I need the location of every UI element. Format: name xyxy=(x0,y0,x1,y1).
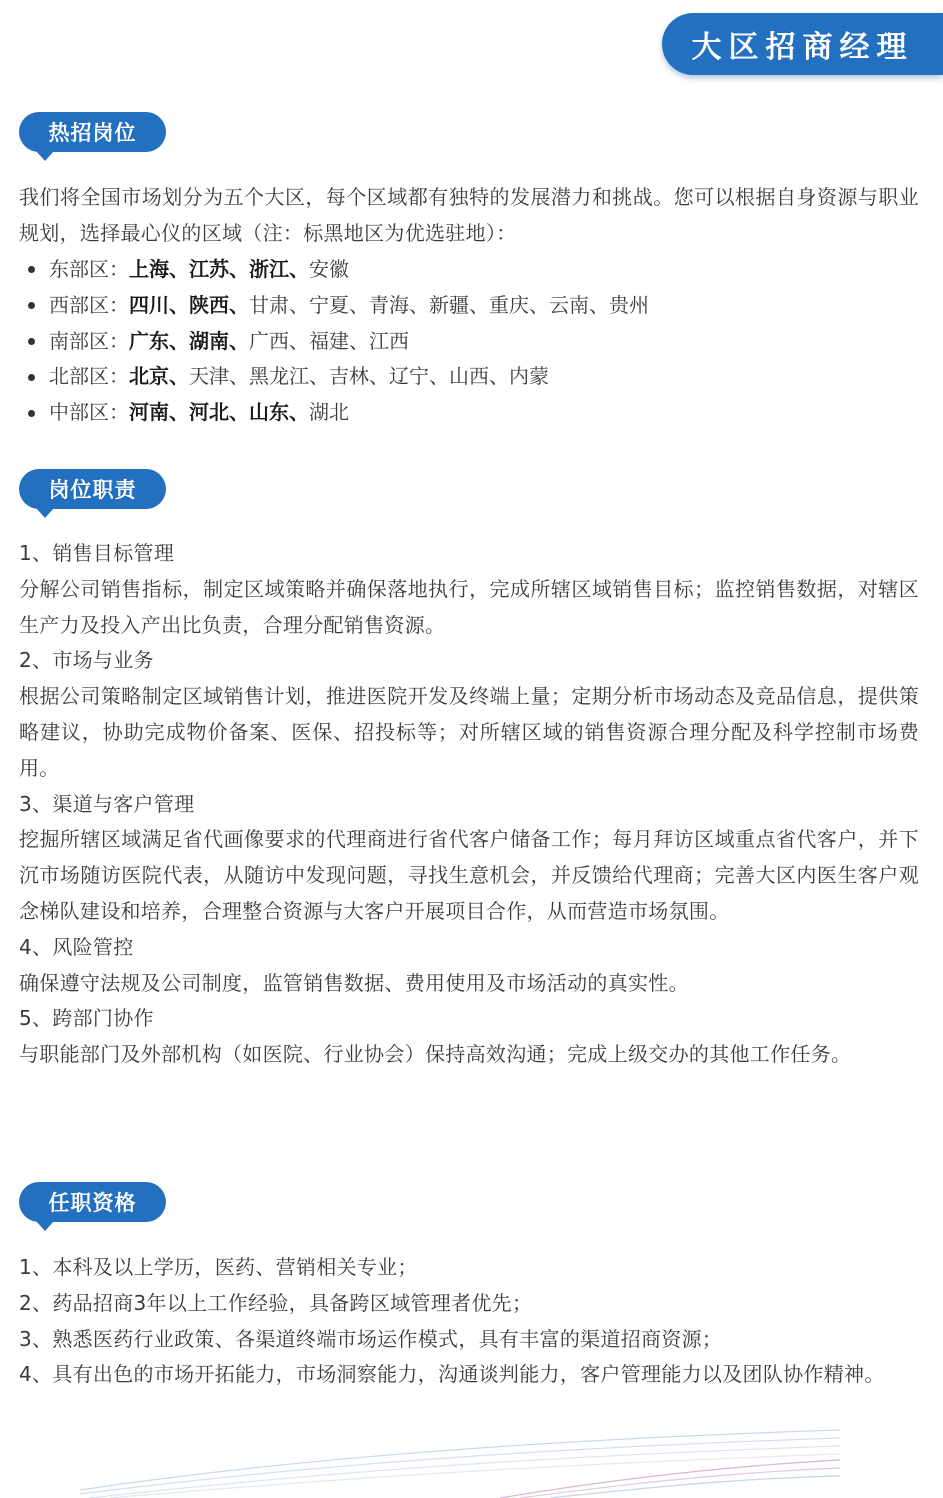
duties-list xyxy=(19,536,919,1073)
bullet-icon xyxy=(28,338,35,345)
bullet-icon xyxy=(28,266,35,273)
region-name: 西部区： xyxy=(49,292,129,317)
duty-text: 挖掘所辖区域满足省代画像要求的代理商进行省代客户储备工作；每月拜访区域重点省代客户，并下沉市场随访医院代表，从随访中发现问题，寻找生意机会，并反馈给代理商；完善大区内医生客户观念梯队建设和培养，合理整合资源与大客户开展项目合作，从而营造市场氛围。 xyxy=(19,827,919,923)
region-priority: 河南、河北、山东、 xyxy=(129,400,309,425)
region-others: 湖北 xyxy=(309,400,349,425)
duty-text: 根据公司策略制定区域销售计划，推进医院开发及终端上量；定期分析市场动态及竞品信息，提供策略建议，协助完成物价备案、医保、招投标等；对所辖区域的销售资源合理分配及科学控制市场费用。 xyxy=(19,684,919,780)
decorative-wave-lines xyxy=(80,1420,860,1498)
bullet-icon xyxy=(28,302,35,309)
region-item xyxy=(19,324,919,360)
duty-heading: 3、渠道与客户管理 xyxy=(19,791,195,816)
region-item xyxy=(19,359,919,395)
qualification-item: 4、具有出色的市场开拓能力，市场洞察能力，沟通谈判能力，客户管理能力以及团队协作精神。 xyxy=(19,1362,885,1387)
page-title: 大区招商经理 xyxy=(691,30,914,65)
region-priority: 广东、湖南、 xyxy=(129,328,249,353)
hot-intro xyxy=(19,180,919,252)
qualification-item: 3、熟悉医药行业政策、各渠道终端市场运作模式，具有丰富的渠道招商资源； xyxy=(19,1326,723,1351)
region-name: 北部区： xyxy=(49,364,129,389)
section-tag-qualifications xyxy=(19,1182,166,1222)
duty-text: 确保遵守法规及公司制度，监管销售数据、费用使用及市场活动的真实性。 xyxy=(19,970,689,995)
page-title-badge xyxy=(662,13,943,75)
qualification-item: 1、本科及以上学历，医药、营销相关专业； xyxy=(19,1255,418,1279)
duty-heading: 5、跨部门协作 xyxy=(19,1006,154,1031)
qualification-item: 2、药品招商3年以上工作经验，具备跨区域管理者优先； xyxy=(19,1290,533,1315)
qualifications-list xyxy=(19,1250,919,1393)
section-tag-label: 任职资格 xyxy=(48,1191,137,1215)
region-priority: 上海、江苏、浙江、 xyxy=(129,257,309,281)
region-name: 东部区： xyxy=(49,257,129,281)
region-name: 中部区： xyxy=(49,400,129,425)
bullet-icon xyxy=(28,410,35,417)
region-list xyxy=(19,252,919,431)
region-item xyxy=(19,288,919,324)
section-tag-hot-positions xyxy=(19,112,166,152)
duty-heading: 4、风险管控 xyxy=(19,934,134,959)
region-others: 甘肃、宁夏、青海、新疆、重庆、云南、贵州 xyxy=(249,292,649,317)
duty-text: 分解公司销售指标，制定区域策略并确保落地执行，完成所辖区域销售目标；监控销售数据，对辖区生产力及投入产出比负责，合理分配销售资源。 xyxy=(19,576,919,637)
duty-heading: 2、市场与业务 xyxy=(19,648,154,673)
duty-text: 与职能部门及外部机构（如医院、行业协会）保持高效沟通；完成上级交办的其他工作任务。 xyxy=(19,1042,852,1067)
bullet-icon xyxy=(28,374,35,381)
region-others: 广西、福建、江西 xyxy=(249,328,409,353)
section-tag-duties xyxy=(19,469,166,509)
region-others: 天津、黑龙江、吉林、辽宁、山西、内蒙 xyxy=(189,364,549,389)
hot-intro-text: 我们将全国市场划分为五个大区，每个区域都有独特的发展潜力和挑战。您可以根据自身资源与职业规划，选择最心仪的区域（注：标黑地区为优选驻地）： xyxy=(19,185,919,245)
region-item xyxy=(19,252,919,288)
region-priority: 四川、陕西、 xyxy=(129,292,249,317)
region-item xyxy=(19,395,919,431)
section-tag-label: 热招岗位 xyxy=(48,121,137,145)
section-tag-label: 岗位职责 xyxy=(48,478,137,502)
region-priority: 北京、 xyxy=(129,364,189,389)
duty-heading: 1、销售目标管理 xyxy=(19,541,175,565)
region-name: 南部区： xyxy=(49,328,129,353)
region-others: 安徽 xyxy=(309,257,349,281)
